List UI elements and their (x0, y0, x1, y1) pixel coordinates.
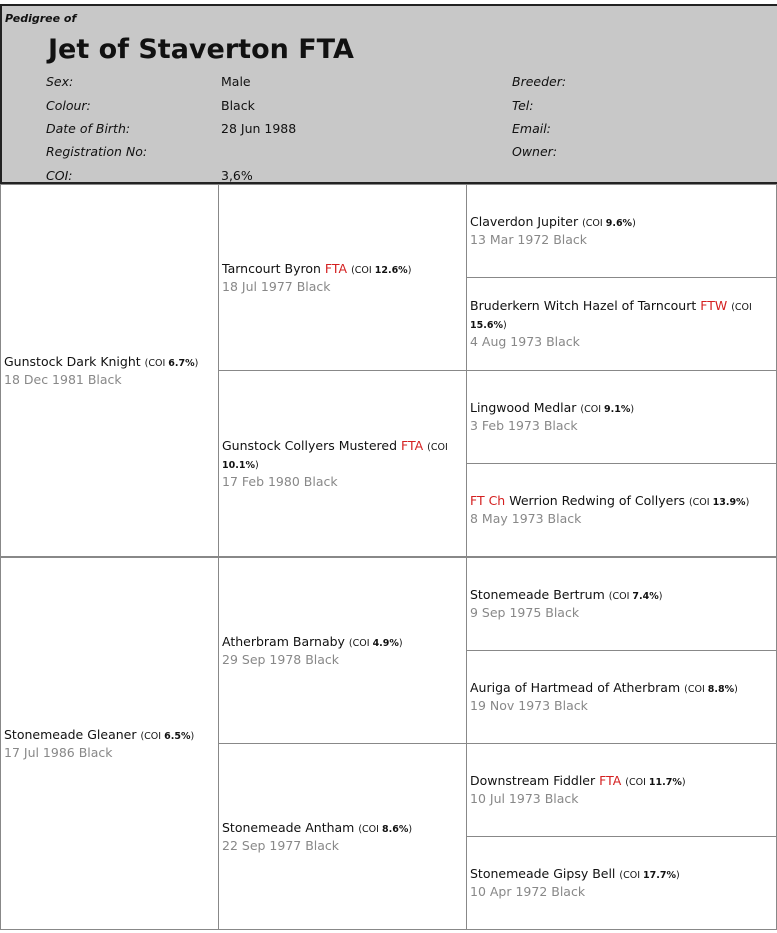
ancestor-name: Atherbram Barnaby (222, 633, 345, 649)
ancestor-name: Auriga of Hartmead of Atherbram (470, 680, 681, 695)
ancestor-meta: 18 Jul 1977 Black (222, 278, 331, 294)
tel-label: Tel: (512, 98, 534, 113)
coi-prefix: (COI (144, 357, 169, 369)
dam-cell[interactable] (0, 557, 219, 930)
ancestor-meta: 17 Feb 1980 Black (222, 473, 338, 489)
coi-suffix: ) (681, 777, 686, 788)
ancestor-name: Stonemeade Gipsy Bell (470, 866, 616, 881)
breeder-label: Breeder: (512, 74, 567, 89)
coi-prefix: (COI (140, 730, 165, 742)
ancestor-coi: 6.7% (168, 357, 195, 369)
coi-prefix: (COI (684, 684, 708, 695)
great-grandparent-cell[interactable] (466, 557, 777, 651)
great-grandparent-cell[interactable] (466, 836, 777, 930)
coi-suffix: ) (502, 320, 507, 331)
coi-label: COI: (46, 168, 73, 183)
ancestor-meta: 8 May 1973 Black (470, 511, 582, 526)
ancestor-name: Werrion Redwing of Collyers (509, 493, 685, 508)
ancestor-prefix: FT Ch (470, 493, 506, 508)
registration-label: Registration No: (46, 144, 148, 159)
ancestor-coi: 7.4% (632, 591, 659, 602)
ancestor-meta: 10 Jul 1973 Black (470, 791, 579, 806)
ancestor-meta: 18 Dec 1981 Black (4, 371, 122, 387)
ancestor-coi: 11.7% (648, 777, 682, 788)
ancestor-coi: 12.6% (374, 264, 408, 276)
coi-suffix: ) (407, 264, 412, 276)
ancestor-name: Tarncourt Byron (222, 260, 321, 276)
ancestor-meta: 3 Feb 1973 Black (470, 418, 578, 433)
sex-label: Sex: (46, 74, 74, 89)
ancestor-coi: 8.8% (707, 684, 735, 695)
coi-prefix: (COI (358, 823, 382, 835)
ancestor-name: Stonemeade Antham (222, 819, 355, 835)
dob-label: Date of Birth: (46, 121, 131, 136)
coi-suffix: ) (190, 730, 195, 742)
ancestor-name: Gunstock Collyers Mustered (222, 437, 398, 453)
email-label: Email: (512, 121, 551, 136)
ancestor-meta: 13 Mar 1972 Black (470, 232, 588, 247)
ancestor-meta: 22 Sep 1977 Black (222, 837, 340, 853)
ancestor-meta: 19 Nov 1973 Black (470, 698, 588, 713)
ancestor-meta: 17 Jul 1986 Black (4, 744, 113, 760)
coi-prefix: (COI (731, 302, 752, 313)
ancestor-meta: 29 Sep 1978 Black (222, 651, 340, 667)
coi-suffix: ) (254, 459, 259, 471)
ancestor-coi: 9.6% (605, 218, 633, 229)
grandparent-cell[interactable] (218, 184, 467, 371)
dog-name-title: Jet of Staverton FTA (48, 34, 354, 65)
pedigree-header (0, 4, 777, 184)
colour-label: Colour: (46, 98, 91, 113)
coi-suffix: ) (398, 637, 403, 649)
ancestor-coi: 17.7% (643, 870, 677, 881)
great-grandparent-cell[interactable] (466, 463, 777, 557)
ancestor-name: Stonemeade Bertrum (470, 587, 605, 602)
coi-suffix: ) (658, 591, 663, 602)
coi-prefix: (COI (625, 777, 649, 788)
ancestor-coi: 4.9% (372, 637, 399, 649)
ancestor-coi: 10.1% (222, 459, 255, 471)
ancestor-coi: 15.6% (470, 320, 503, 331)
coi-suffix: ) (630, 404, 635, 415)
ancestor-coi: 9.1% (604, 404, 631, 415)
colour-value: Black (221, 98, 255, 113)
owner-label: Owner: (512, 144, 558, 159)
ancestor-title: FTA (324, 260, 348, 276)
grandparent-cell[interactable] (218, 557, 467, 744)
great-grandparent-cell[interactable] (466, 277, 777, 371)
ancestor-meta: 9 Sep 1975 Black (470, 605, 580, 620)
pedigree-of-label: Pedigree of (5, 12, 77, 25)
ancestor-meta: 4 Aug 1973 Black (470, 334, 580, 349)
ancestor-name: Bruderkern Witch Hazel of Tarncourt (470, 298, 697, 313)
dob-value: 28 Jun 1988 (221, 121, 297, 136)
great-grandparent-cell[interactable] (466, 184, 777, 278)
coi-prefix: (COI (582, 218, 606, 229)
great-grandparent-cell[interactable] (466, 650, 777, 744)
ancestor-title: FTW (700, 298, 728, 313)
great-grandparent-cell[interactable] (466, 370, 777, 464)
coi-prefix: (COI (348, 637, 373, 649)
ancestor-coi: 8.6% (381, 823, 409, 835)
pedigree-tree (0, 184, 777, 930)
grandparent-cell[interactable] (218, 370, 467, 557)
ancestor-name: Claverdon Jupiter (470, 214, 579, 229)
ancestor-name: Lingwood Medlar (470, 400, 577, 415)
great-grandparent-cell[interactable] (466, 743, 777, 837)
ancestor-coi: 6.5% (164, 730, 191, 742)
ancestor-name: Downstream Fiddler (470, 773, 596, 788)
ancestor-name: Stonemeade Gleaner (4, 726, 137, 742)
ancestor-title: FTA (401, 437, 424, 453)
coi-prefix: (COI (580, 404, 605, 415)
sex-value: Male (221, 74, 251, 89)
coi-suffix: ) (194, 357, 199, 369)
ancestor-coi: 13.9% (712, 497, 746, 508)
ancestor-name: Gunstock Dark Knight (4, 353, 141, 369)
sire-cell[interactable] (0, 184, 219, 557)
ancestor-title: FTA (599, 773, 622, 788)
coi-prefix: (COI (608, 591, 633, 602)
coi-suffix: ) (632, 218, 636, 229)
coi-value: 3,6% (221, 168, 253, 183)
coi-prefix: (COI (619, 870, 644, 881)
coi-suffix: ) (676, 870, 680, 881)
coi-suffix: ) (745, 497, 750, 508)
ancestor-meta: 10 Apr 1972 Black (470, 884, 586, 899)
coi-prefix: (COI (688, 497, 713, 508)
coi-prefix: (COI (351, 264, 375, 276)
grandparent-cell[interactable] (218, 743, 467, 930)
coi-suffix: ) (734, 684, 738, 695)
coi-suffix: ) (408, 823, 413, 835)
coi-prefix: (COI (427, 441, 448, 453)
